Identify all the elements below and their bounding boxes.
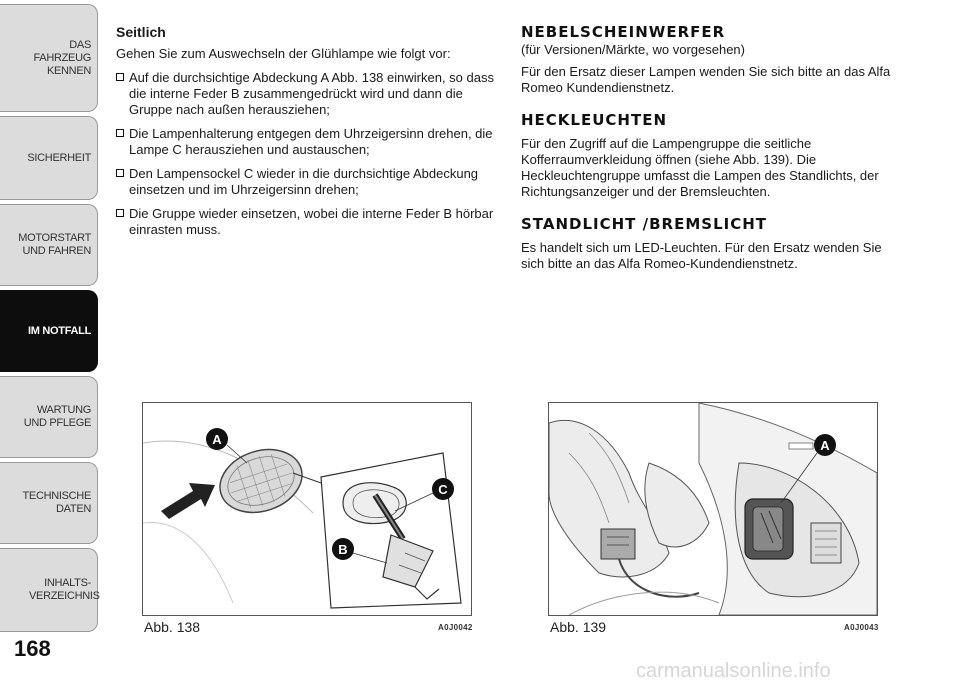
tab-motorstart-und-fahren[interactable] [0, 204, 98, 286]
left-column [116, 24, 496, 246]
figure-caption: Abb. 138 [144, 619, 201, 635]
svg-text:B: B [338, 542, 348, 557]
step-item [116, 70, 496, 118]
section-text: Es handelt sich um LED-Leuchten. Für den Ersatz wenden Sie sich bitte an das Alfa Romeo-Kundendienstnetz. [521, 240, 882, 271]
figure-caption: Abb. 139 [550, 619, 607, 635]
svg-text:A: A [820, 438, 830, 453]
chapter-tabs [0, 0, 100, 640]
tab-sicherheit[interactable] [0, 116, 98, 200]
step-text: Auf die durchsichtige Abdeckung A Abb. 138 einwirken, so dass die interne Feder B zusammengedrückt wird und dann die Gruppe nach außen herausziehen; [129, 70, 494, 117]
figure-abb-138 [142, 402, 472, 616]
label-c-icon [432, 478, 454, 500]
side-lamp-illustration [143, 403, 471, 615]
label-a-icon [814, 434, 836, 456]
tab-wartung-und-pflege[interactable] [0, 376, 98, 458]
tab-label: IM NOTFALL [28, 324, 91, 337]
section-text: Für den Zugriff auf die Lampengruppe die seitliche Kofferraumverkleidung öffnen (siehe Abb. 139). Die Heckleuchtengruppe umfasst die Lampen des Standlichts, der Richtungsanzeiger und der Bremsleuchten. [521, 136, 879, 199]
heading-heckleuchten: HECKLEUCHTEN [521, 111, 668, 129]
checkbox-bullet-icon [116, 169, 124, 177]
watermark: carmanualsonline.info [636, 660, 831, 682]
tab-technische-daten[interactable] [0, 462, 98, 544]
tab-label: SICHERHEIT [27, 151, 91, 164]
section-subhead: Seitlich [116, 24, 166, 40]
step-list [116, 70, 496, 238]
intro-text: Gehen Sie zum Auswechseln der Glühlampe wie folgt vor: [116, 46, 451, 61]
figure-code: A0J0043 [844, 623, 879, 632]
figure-code: A0J0042 [438, 623, 473, 632]
right-column [521, 24, 901, 280]
checkbox-bullet-icon [116, 129, 124, 137]
availability-note: (für Versionen/Märkte, wo vorgesehen) [521, 42, 745, 57]
page-number: 168 [14, 636, 51, 661]
label-b-icon [332, 538, 354, 560]
tab-das-fahrzeug-kennen[interactable] [0, 4, 98, 112]
checkbox-bullet-icon [116, 73, 124, 81]
step-text: Den Lampensockel C wieder in die durchsichtige Abdeckung einsetzen und im Uhrzeigersinn drehen; [129, 166, 479, 197]
tab-label: INHALTS-VERZEICHNIS [29, 577, 100, 602]
tab-label: MOTORSTART UND FAHREN [18, 232, 91, 257]
step-item [116, 126, 496, 158]
figure-abb-139 [548, 402, 878, 616]
section-text: Für den Ersatz dieser Lampen wenden Sie sich bitte an das Alfa Romeo Kundendienstnetz. [521, 64, 891, 95]
tab-label: WARTUNG UND PFLEGE [23, 404, 91, 429]
heading-standlicht-bremslicht: STANDLICHT /BREMSLICHT [521, 215, 768, 233]
step-item [116, 166, 496, 198]
step-text: Die Lampenhalterung entgegen dem Uhrzeigersinn drehen, die Lampe C herausziehen und austauschen; [129, 126, 493, 157]
svg-text:A: A [212, 432, 222, 447]
tab-inhaltsverzeichnis[interactable] [0, 548, 98, 632]
step-text: Die Gruppe wieder einsetzen, wobei die interne Feder B hörbar einrasten muss. [129, 206, 494, 237]
label-a-icon [206, 428, 228, 450]
tab-label: DAS FAHRZEUG KENNEN [33, 38, 91, 77]
tab-im-notfall[interactable] [0, 290, 98, 372]
heading-nebelscheinwerfer: NEBELSCHEINWERFER [521, 23, 726, 41]
trunk-lamp-illustration [549, 403, 877, 615]
step-item [116, 206, 496, 238]
tab-label: TECHNISCHE DATEN [22, 490, 91, 515]
checkbox-bullet-icon [116, 209, 124, 217]
svg-text:C: C [438, 482, 448, 497]
